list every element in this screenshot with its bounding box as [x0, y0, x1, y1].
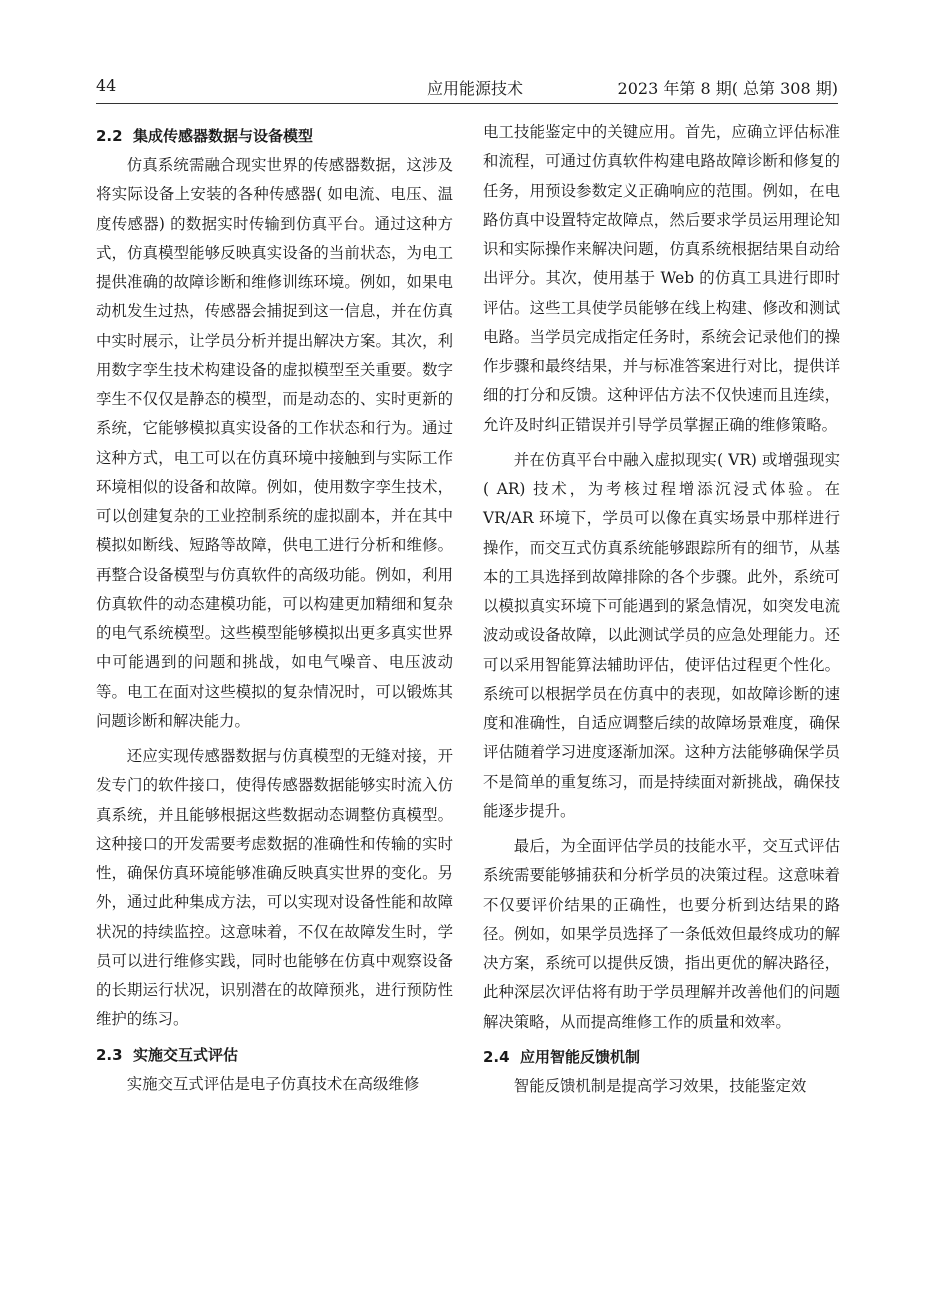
paragraph: 最后，为全面评估学员的技能水平，交互式评估系统需要能够捕获和分析学员的决策过程。这意味着不仅要评价结果的正确性，也要分析到达结果的路径。例如，如果学员选择了一条低效但最终成功的解决方案，系统可以提供反馈，指出更优的解决路径，此种深层次评估将有助于学员理解并改善他们的问题解决策略，从而提高维修工作的质量和效率。 [483, 837, 840, 1031]
paragraph: 仿真系统需融合现实世界的传感器数据，这涉及将实际设备上安装的各种传感器( 如电流、电压、温度传感器) 的数据实时传输到仿真平台。通过这种方式，仿真模型能够反映真实设备的当前状态，为电工提供准确的故障诊断和维修训练环境。例如，如果电动机发生过热，传感器会捕捉到这一信息，并在仿真中实时展示，让学员分析并提出解决方案。其次，利用数字孪生技术构建设备的虚拟模型至关重要。数字孪生不仅仅是静态的模型，而是动态的、实时更新的系统，它能够模拟真实设备的工作状态和行为。通过这种方式，电工可以在仿真环境中接触到与实际工作环境相似的设备和故障。例如，使用数字孪生技术，可以创建复杂的工业控制系统的虚拟副本，并在其中模拟如断线、短路等故障，供电工进行分析和维修。再整合设备模型与仿真软件的高级功能。例如，利用仿真软件的动态建模功能，可以构建更加精细和复杂的电气系统模型。这些模型能够模拟出更多真实世界中可能遇到的问题和挑战，如电气噪音、电压波动等。电工在面对这些模拟的复杂情况时，可以锻炼其问题诊断和解决能力。 [96, 156, 453, 730]
paragraph: 还应实现传感器数据与仿真模型的无缝对接，开发专门的软件接口，使得传感器数据能够实时流入仿真系统，并且能够根据这些数据动态调整仿真模型。这种接口的开发需要考虑数据的准确性和传输的实时性，确保仿真环境能够准确反映真实世界的变化。另外，通过此种集成方法，可以实现对设备性能和故障状况的持续监控。这意味着，不仅在故障发生时，学员可以进行维修实践，同时也能够在仿真中观察设备的长期运行状况，识别潜在的故障预兆，进行预防性维护的练习。 [96, 747, 453, 1029]
paragraph: 实施交互式评估是电子仿真技术在高级维修 [126, 1074, 420, 1093]
running-header [96, 76, 838, 100]
paragraph-continued: 电工技能鉴定中的关键应用。首先，应确立评估标准和流程，可通过仿真软件构建电路故障诊断和修复的任务，用预设参数定义正确响应的范围。例如，在电路仿真中设置特定故障点，然后要求学员运用理论知识和实际操作来解决问题，仿真系统根据结果自动给出评分。其次，使用基于 Web 的仿真工具进行即时评估。这些工具使学员能够在线上构建、修改和测试电路。当学员完成指定任务时，系统会记录他们的操作步骤和最终结果，并与标准答案进行对比，提供详细的打分和反馈。这种评估方法不仅快速而且连续，允许及时纠正错误并引导学员掌握正确的维修策略。 [483, 123, 840, 434]
section-number: 2.2 [96, 127, 123, 145]
section-heading-2-2 [96, 122, 453, 151]
right-column [483, 118, 840, 1107]
journal-title: 应用能源技术 [427, 79, 524, 98]
issue-info: 2023 年第 8 期( 总第 308 期) [617, 79, 838, 98]
paragraph: 并在仿真平台中融入虚拟现实( VR) 或增强现实( AR) 技术，为考核过程增添沉浸式体验。在 VR/AR 环境下，学员可以像在真实场景中那样进行操作，而交互式仿真系统能够跟踪所有的细节，从基本的工具选择到故障排除的各个步骤。此外，系统可以模拟真实环境下可能遇到的紧急情况，如突发电流波动或设备故障，以此测试学员的应急处理能力。还可以采用智能算法辅助评估，使评估过程更个性化。系统可以根据学员在仿真中的表现，如故障诊断的速度和准确性，自适应调整后续的故障场景难度，确保评估随着学习进度逐渐加深。这种方法能够确保学员不是简单的重复练习，而是持续面对新挑战，确保技能逐步提升。 [483, 450, 840, 820]
section-number: 2.4 [483, 1047, 510, 1066]
section-title: 应用智能反馈机制 [520, 1047, 641, 1066]
section-heading-2-4 [483, 1043, 840, 1072]
section-title: 实施交互式评估 [133, 1045, 239, 1064]
page-number: 44 [96, 76, 117, 95]
section-heading-2-3 [96, 1041, 453, 1070]
left-column [96, 118, 453, 1105]
section-number: 2.3 [96, 1045, 123, 1064]
paragraph: 智能反馈机制是提高学习效果，技能鉴定效 [513, 1076, 807, 1095]
section-title: 集成传感器数据与设备模型 [133, 127, 314, 145]
header-rule [96, 103, 838, 104]
